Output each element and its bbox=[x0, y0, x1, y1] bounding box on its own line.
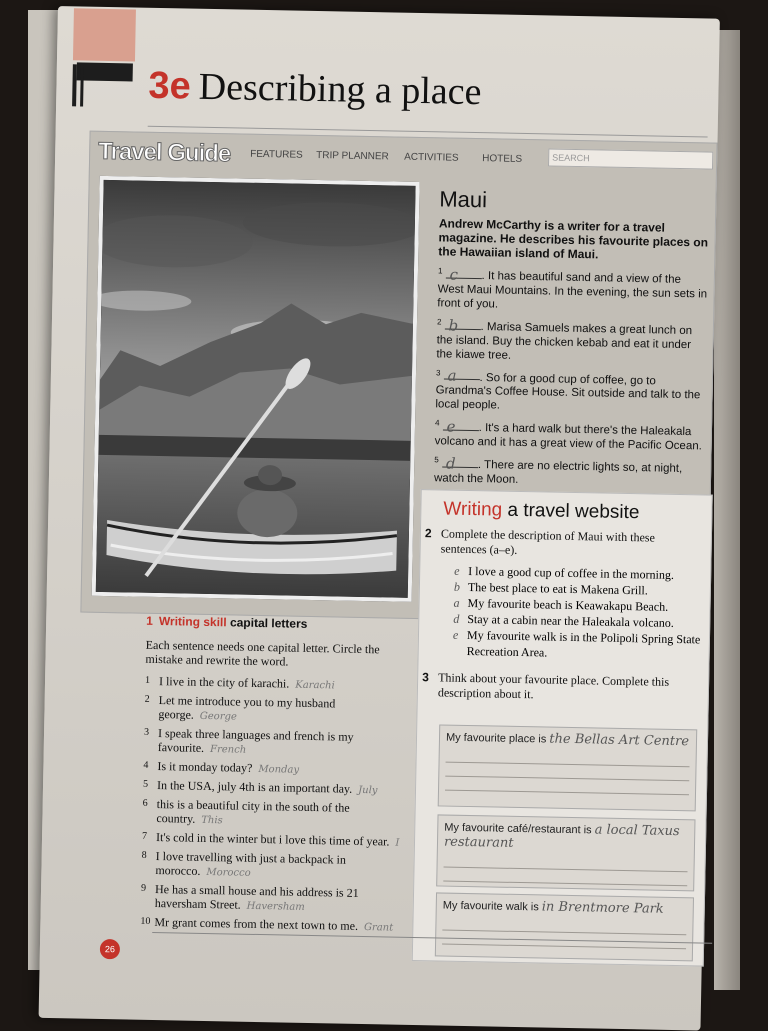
option-text: My favourite walk is in the Polipoli Spring State Recreation Area. bbox=[466, 627, 701, 660]
sentence-row bbox=[141, 849, 402, 884]
panel-heading-accent: Writing bbox=[443, 498, 503, 521]
article-heading: Maui bbox=[439, 186, 488, 213]
item-text: . It has beautiful sand and a view of the West Maui Mountains. In the evening, the sun sets in front of you. bbox=[437, 270, 708, 311]
option-letter: a bbox=[453, 595, 460, 610]
writing-line bbox=[443, 881, 687, 887]
item-number: 3 bbox=[435, 367, 441, 378]
kayak-photo-art bbox=[96, 180, 416, 598]
answer-blank bbox=[442, 454, 478, 473]
handwritten-correction: I bbox=[395, 837, 400, 849]
answer-prompt bbox=[437, 893, 693, 921]
sentence-row bbox=[144, 726, 405, 761]
prompt-text: My favourite café/restaurant is bbox=[444, 821, 592, 837]
row-text: this is a beautiful city in the south of the country. bbox=[156, 797, 350, 826]
option-text: My favourite beach is Keawakapu Beach. bbox=[467, 595, 669, 614]
handwritten-answer: a bbox=[447, 367, 457, 386]
writing-line bbox=[445, 790, 689, 796]
option-text: The best place to eat is Makena Grill. bbox=[467, 579, 648, 598]
row-text: I speak three languages and french is my favourite. bbox=[157, 726, 354, 755]
answer-blank bbox=[444, 367, 480, 386]
handwritten-answer: b bbox=[448, 316, 459, 335]
article-item bbox=[436, 315, 709, 366]
panel-heading bbox=[443, 498, 711, 525]
page-stack-edge bbox=[714, 30, 740, 990]
travel-guide-logo: Travel Guide bbox=[97, 137, 231, 168]
section-tab-stripe bbox=[72, 64, 77, 106]
exercise-instruction: Complete the description of Maui with these sentences (a–e). bbox=[440, 526, 656, 557]
answer-box-restaurant bbox=[436, 814, 695, 891]
sentence-option bbox=[453, 627, 704, 664]
row-number: 4 bbox=[143, 759, 149, 771]
exercise-2 bbox=[424, 526, 702, 561]
nav-features: FEATURES bbox=[250, 148, 303, 161]
writing-line bbox=[442, 944, 686, 950]
row-number: 6 bbox=[142, 797, 148, 809]
sentence-row bbox=[142, 830, 402, 851]
answer-blank bbox=[443, 417, 479, 437]
handwritten-correction: French bbox=[209, 744, 247, 756]
row-number: 3 bbox=[143, 726, 150, 738]
handwritten-answer: a local Taxus restaurant bbox=[443, 822, 680, 851]
item-text: . Marisa Samuels makes a great lunch on the island. Buy the chicken kebab and eat it under the kiawe tree. bbox=[436, 320, 693, 362]
answer-box-place bbox=[438, 724, 698, 811]
section-tab-bar bbox=[77, 62, 133, 81]
option-letter: b bbox=[453, 579, 461, 594]
row-number: 2 bbox=[144, 693, 150, 705]
sentence-row bbox=[143, 759, 403, 780]
item-number: 5 bbox=[434, 455, 439, 465]
article-item bbox=[435, 417, 708, 454]
exercise-heading-accent: Writing skill bbox=[158, 614, 227, 630]
exercise-number: 1 bbox=[146, 613, 154, 628]
article-item bbox=[437, 264, 710, 315]
answer-blank bbox=[445, 316, 481, 335]
sentence-row bbox=[145, 674, 405, 695]
sentence-options bbox=[453, 563, 705, 664]
row-text: Let me introduce you to my husband george. bbox=[158, 693, 336, 722]
handwritten-correction: Monday bbox=[258, 763, 300, 776]
answer-box-walk bbox=[435, 892, 694, 961]
option-letter: d bbox=[453, 611, 460, 626]
row-number: 7 bbox=[141, 830, 148, 842]
section-number: 3e bbox=[148, 64, 192, 108]
handwritten-answer: c bbox=[449, 265, 459, 284]
row-text: I love travelling with just a backpack in morocco. bbox=[155, 849, 347, 878]
maui-article bbox=[434, 186, 712, 495]
answer-blank bbox=[445, 265, 481, 284]
kayak-photo bbox=[92, 176, 420, 602]
article-item bbox=[434, 454, 707, 491]
row-number: 5 bbox=[142, 778, 149, 790]
section-title: Describing a place bbox=[198, 65, 482, 114]
exercise-1 bbox=[140, 614, 406, 939]
row-text: In the USA, july 4th is an important day. bbox=[156, 778, 353, 796]
sentence-row bbox=[141, 882, 402, 917]
item-text: . It's a hard walk but there's the Haleakala volcano and it has a great view of the Pacific Ocean. bbox=[434, 422, 702, 453]
row-number: 8 bbox=[141, 849, 147, 861]
handwritten-correction: Haversham bbox=[246, 900, 305, 913]
travel-guide-nav bbox=[90, 132, 717, 180]
sentence-row bbox=[143, 778, 403, 799]
exercise-instruction: Each sentence needs one capital letter. Circle the mistake and rewrite the word. bbox=[145, 637, 380, 669]
exercise-number: 2 bbox=[424, 526, 432, 541]
handwritten-answer: the Bellas Art Centre bbox=[549, 731, 690, 750]
handwritten-correction: July bbox=[358, 784, 378, 797]
page-number: 26 bbox=[100, 939, 120, 959]
option-text: I love a good cup of coffee in the morning. bbox=[468, 563, 675, 582]
handwritten-correction: This bbox=[201, 814, 223, 827]
nav-activities: ACTIVITIES bbox=[404, 151, 459, 164]
exercise-instruction: Think about your favourite place. Complete this description about it. bbox=[437, 670, 670, 702]
section-tab-stripe bbox=[80, 64, 84, 106]
nav-hotels: HOTELS bbox=[482, 153, 523, 165]
option-letter: e bbox=[454, 563, 460, 578]
handwritten-correction: Grant bbox=[363, 922, 394, 934]
option-letter: e bbox=[452, 627, 459, 642]
handwritten-answer: e bbox=[446, 417, 456, 437]
panel-heading-rest: a travel website bbox=[507, 499, 640, 524]
writing-website-panel bbox=[412, 489, 713, 967]
item-text: . So for a good cup of coffee, go to Grandma's Coffee House. Sit outside and talk to the local people. bbox=[435, 371, 701, 413]
answer-prompt bbox=[438, 815, 695, 858]
exercise-3 bbox=[422, 670, 699, 705]
answer-prompt bbox=[440, 725, 696, 753]
prompt-text: My favourite walk is bbox=[442, 899, 539, 914]
handwritten-answer: d bbox=[445, 454, 456, 473]
handwritten-correction: George bbox=[199, 710, 237, 723]
writing-line bbox=[442, 930, 686, 936]
row-number: 1 bbox=[144, 674, 151, 686]
section-tab bbox=[73, 8, 136, 61]
sentence-row bbox=[142, 797, 403, 832]
row-number: 10 bbox=[140, 915, 151, 927]
article-intro: Andrew McCarthy is a writer for a travel magazine. He describes his favourite places on the Hawaiian island of Maui. bbox=[438, 216, 709, 262]
item-number: 2 bbox=[436, 317, 442, 327]
page-title bbox=[148, 64, 482, 114]
search-box: SEARCH bbox=[548, 148, 713, 169]
handwritten-answer: in Brentmore Park bbox=[541, 899, 664, 917]
row-text: I live in the city of karachi. bbox=[158, 674, 290, 691]
handwritten-correction: Morocco bbox=[206, 867, 251, 879]
exercise-heading-rest: capital letters bbox=[229, 615, 308, 631]
article-item bbox=[435, 366, 708, 417]
prompt-text: My favourite place is bbox=[445, 731, 547, 746]
exercise-number: 3 bbox=[422, 670, 430, 685]
writing-line bbox=[445, 776, 689, 782]
row-text: It's cold in the winter but i love this time of year. bbox=[155, 830, 390, 849]
row-text: He has a small house and his address is 21 haversham Street. bbox=[154, 882, 359, 912]
item-number: 1 bbox=[437, 266, 443, 276]
item-number: 4 bbox=[434, 418, 440, 428]
row-text: Is it monday today? bbox=[157, 759, 253, 775]
writing-line bbox=[444, 867, 688, 873]
sentence-row bbox=[144, 693, 405, 728]
handwritten-correction: Karachi bbox=[295, 679, 335, 692]
row-text: Mr grant comes from the next town to me. bbox=[154, 915, 359, 933]
option-text: Stay at a cabin near the Haleakala volcano. bbox=[467, 611, 674, 630]
row-number: 9 bbox=[140, 882, 147, 894]
workbook-page bbox=[39, 6, 720, 1031]
item-text: . There are no electric lights so, at night, watch the Moon. bbox=[433, 459, 683, 487]
writing-line bbox=[446, 762, 690, 768]
nav-trip-planner: TRIP PLANNER bbox=[316, 149, 389, 163]
